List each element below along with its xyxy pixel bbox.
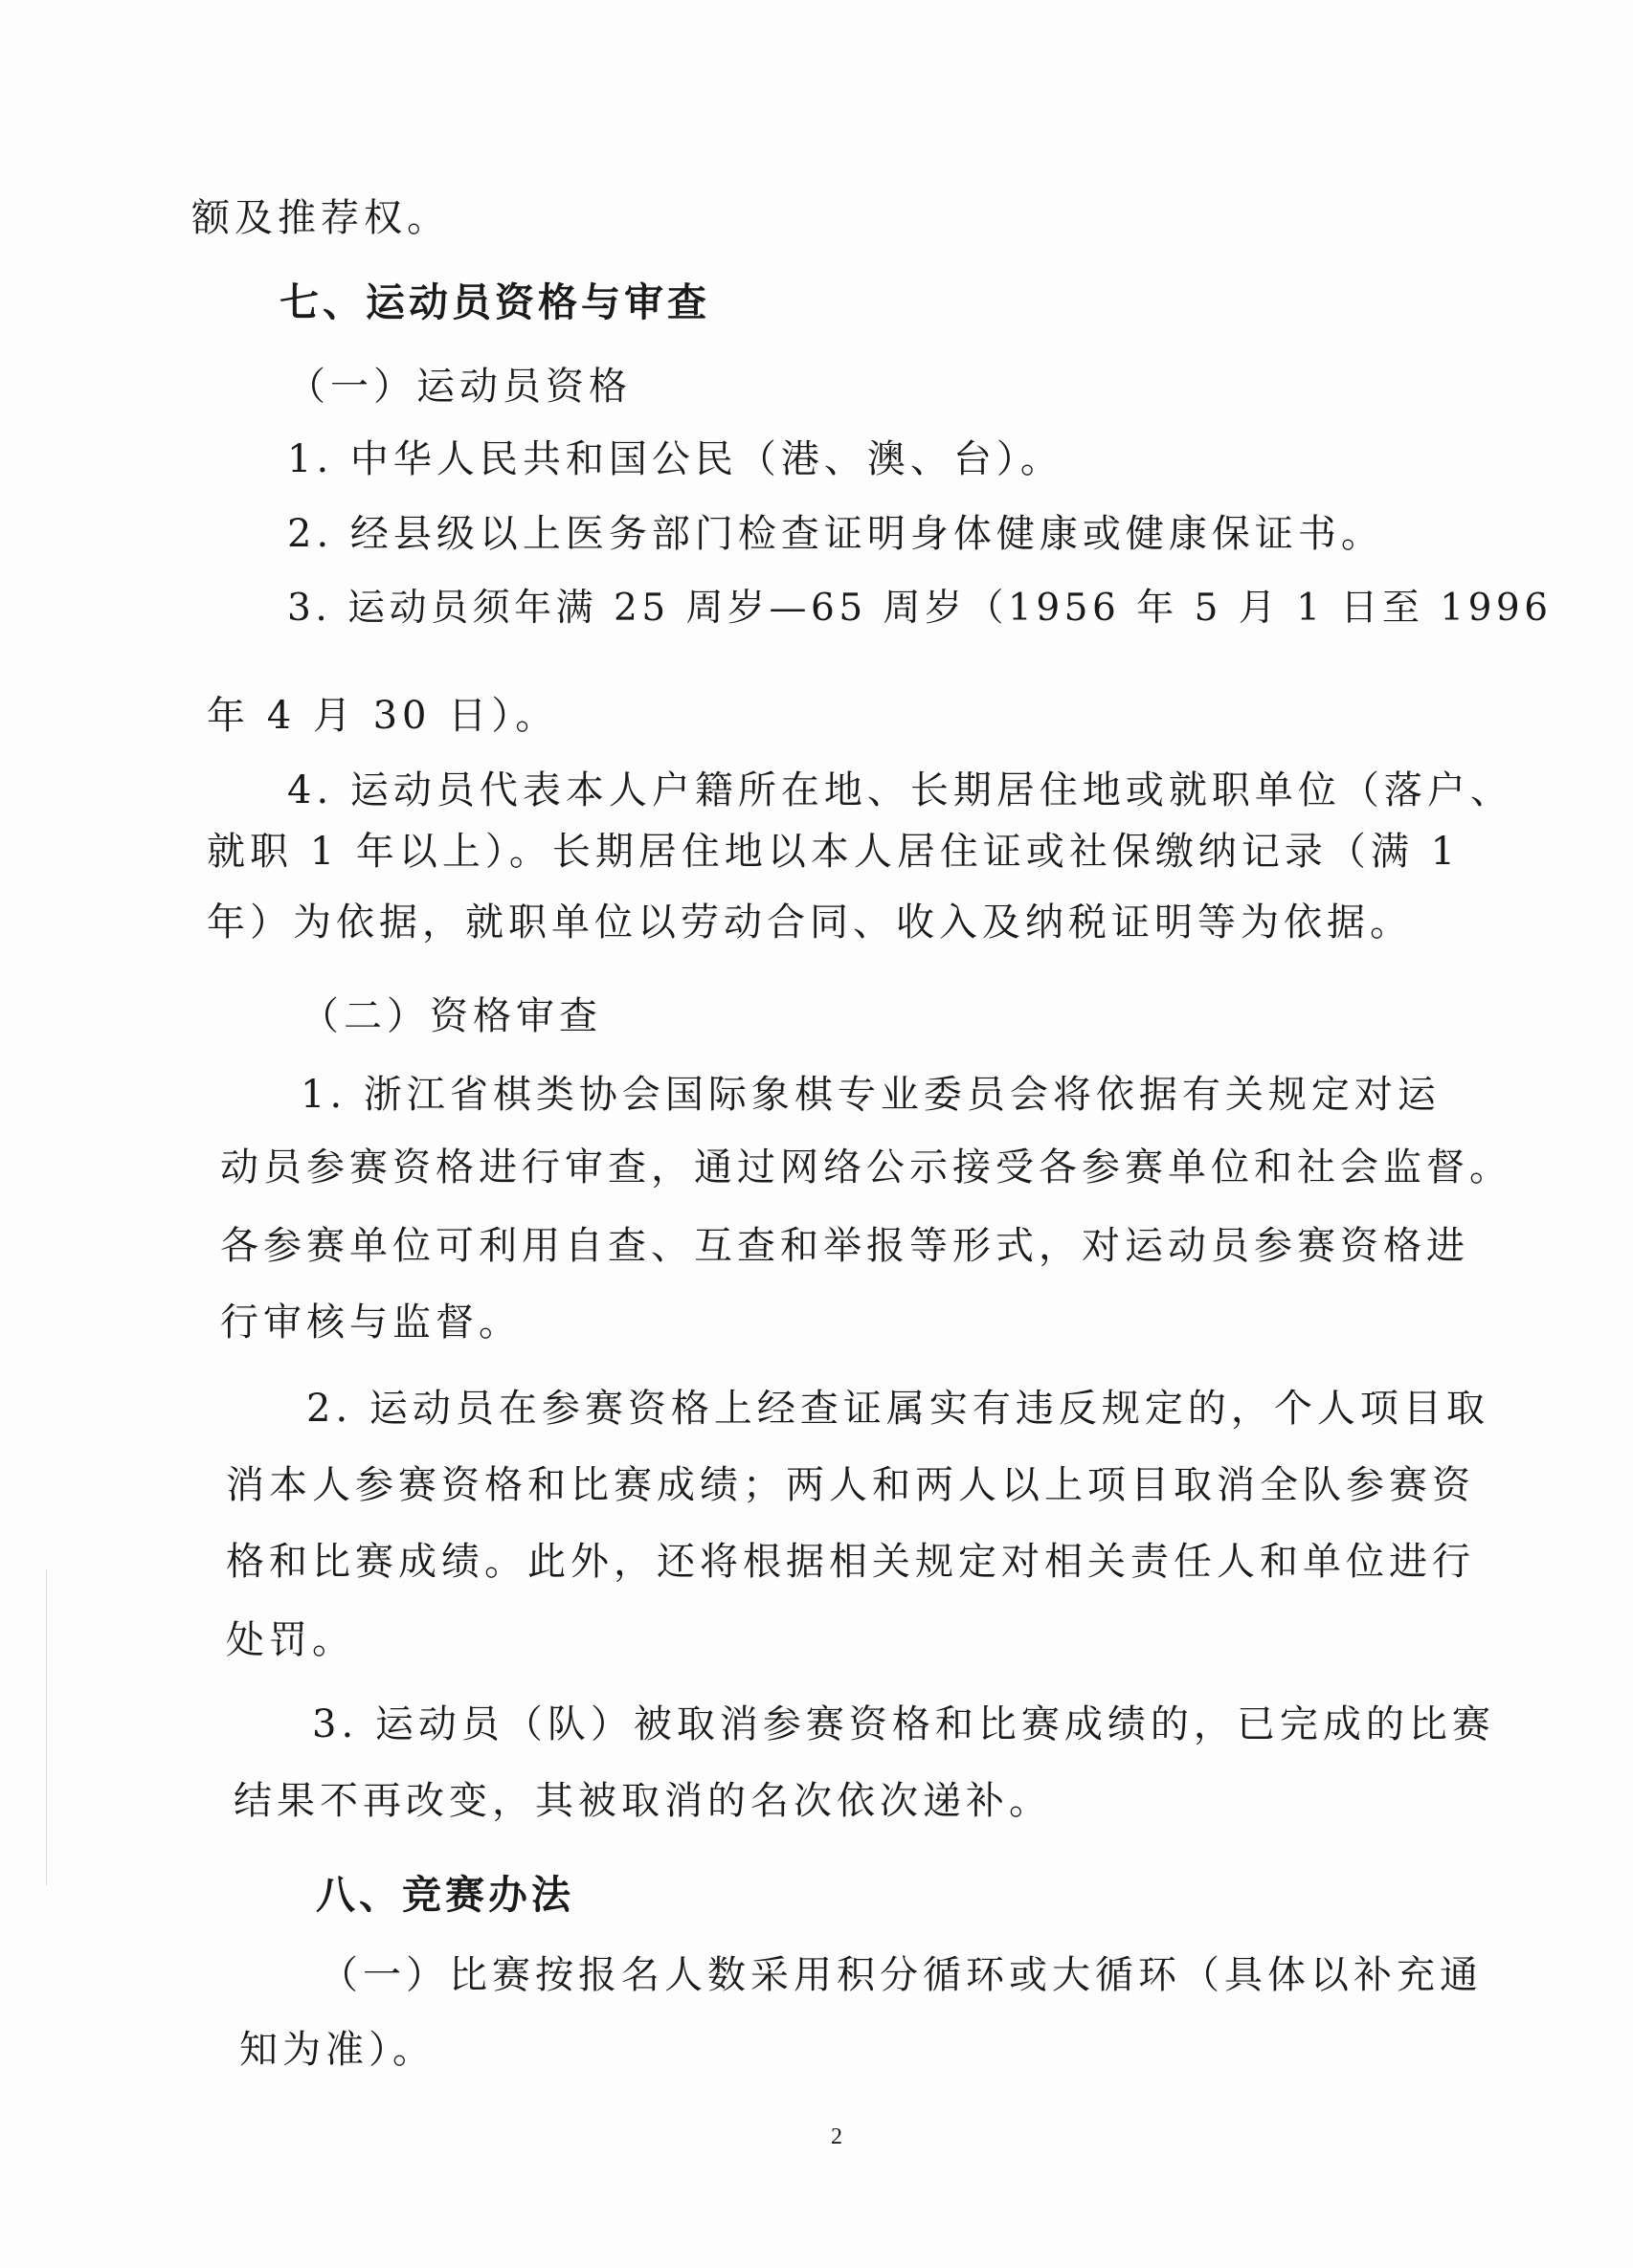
text-line-18: 格和比赛成绩。此外，还将根据相关规定对相关责任人和单位进行 xyxy=(226,1540,1475,1584)
text-line-12: 1. 浙江省棋类协会国际象棋专业委员会将依据有关规定对运 xyxy=(301,1073,1441,1117)
text-line-21: 结果不再改变，其被取消的名次依次递补。 xyxy=(234,1779,1052,1823)
text-line-23: （一）比赛按报名人数采用积分循环或大循环（具体以补充通 xyxy=(320,1953,1483,1997)
text-line-24: 知为准）。 xyxy=(239,2028,436,2072)
text-line-5: 2. 经县级以上医务部门检查证明身体健康或健康保证书。 xyxy=(287,512,1384,556)
text-line-16: 2. 运动员在参赛资格上经查证属实有违反规定的，个人项目取 xyxy=(306,1387,1489,1431)
text-line-17: 消本人参赛资格和比赛成绩；两人和两人以上项目取消全队参赛资 xyxy=(226,1463,1475,1507)
text-line-1: 额及推荐权。 xyxy=(191,196,450,240)
text-line-4: 1. 中华人民共和国公民（港、澳、台）。 xyxy=(287,437,1063,481)
text-line-8: 4. 运动员代表本人户籍所在地、长期居住地或就职单位（落户、 xyxy=(287,768,1513,812)
section-heading-8: 八、竞赛办法 xyxy=(316,1872,574,1918)
text-line-14: 各参赛单位可利用自查、互查和举报等形式，对运动员参赛资格进 xyxy=(220,1224,1469,1268)
section-heading-7: 七、运动员资格与审查 xyxy=(280,279,710,325)
scan-edge-mark xyxy=(46,1569,47,1885)
text-line-20: 3. 运动员（队）被取消参赛资格和比赛成绩的，已完成的比赛 xyxy=(312,1702,1495,1746)
text-line-9: 就职 1 年以上）。长期居住地以本人居住证或社保缴纳记录（满 1 xyxy=(207,830,1461,874)
text-line-19: 处罚。 xyxy=(226,1618,355,1662)
subsection-heading-1: （一）运动员资格 xyxy=(287,365,632,409)
text-line-13: 动员参赛资格进行审查，通过网络公示接受各参赛单位和社会监督。 xyxy=(220,1145,1512,1190)
text-line-6: 3. 运动员须年满 25 周岁—65 周岁（1956 年 5 月 1 日至 1996 xyxy=(287,587,1553,630)
subsection-heading-2: （二）资格审查 xyxy=(301,994,602,1038)
text-line-15: 行审核与监督。 xyxy=(220,1301,522,1345)
page-number: 2 xyxy=(831,2124,842,2149)
text-line-10: 年）为依据，就职单位以劳动合同、收入及纳税证明等为依据。 xyxy=(207,901,1413,945)
text-line-7: 年 4 月 30 日）。 xyxy=(207,694,559,738)
